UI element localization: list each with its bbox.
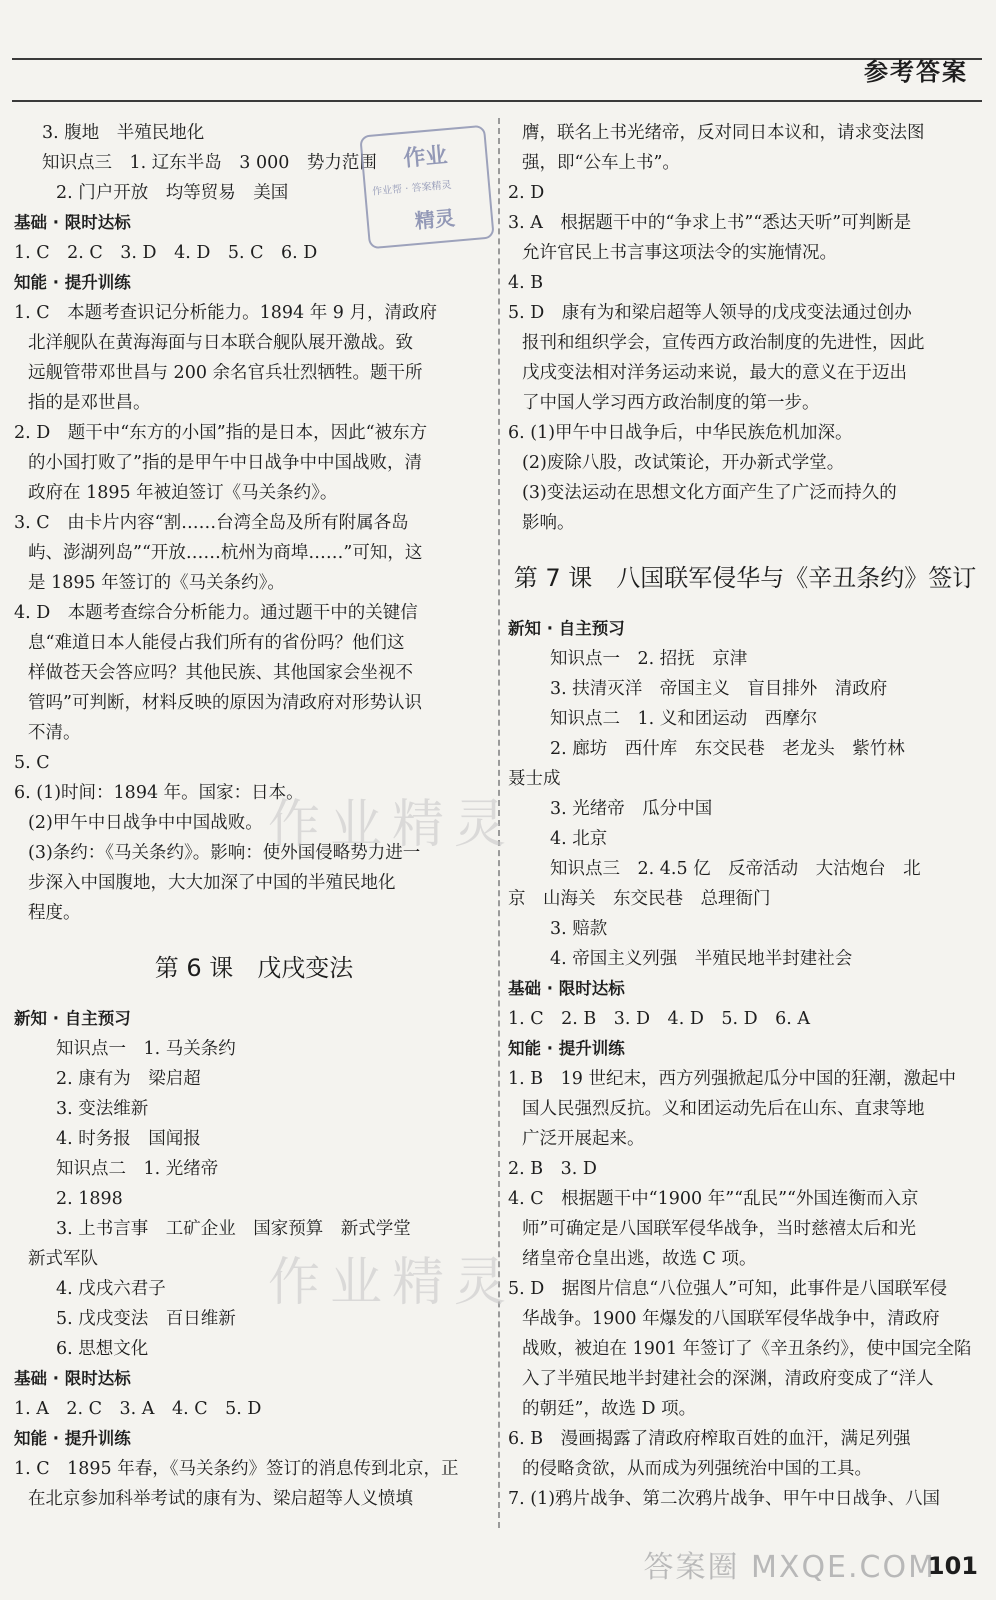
- answer-line: 京 山海关 东交民巷 总理衙门: [508, 889, 771, 909]
- answer-line: (2)甲午中日战争中中国战败。: [28, 813, 263, 833]
- section-heading: 知能 · 提升训练: [508, 1039, 625, 1058]
- answer-line: 戊戌变法相对洋务运动来说，最大的意义在于迈出: [522, 363, 907, 383]
- site-watermark: 答案圈 MXQE.COM: [643, 1550, 936, 1585]
- answer-line: 入了半殖民地半封建社会的深渊，清政府变成了“洋人: [522, 1369, 934, 1389]
- answer-line: 5. C: [14, 753, 50, 773]
- answer-line: 是 1895 年签订的《马关条约》。: [28, 573, 285, 593]
- stamp-line2: 作业帮 · 答案精灵: [371, 179, 452, 198]
- answer-line: 5. 戊戌变法 百日维新: [56, 1309, 236, 1329]
- answer-line: 北洋舰队在黄海海面与日本联合舰队展开激战。致: [28, 333, 413, 353]
- answer-line: 3. 腹地 半殖民地化: [42, 123, 205, 143]
- answer-line: 报刊和组织学会，宣传西方政治制度的先进性，因此: [522, 333, 925, 353]
- answer-line: 4. 北京: [550, 829, 608, 849]
- answer-line: 1. C 本题考查识记分析能力。1894 年 9 月，清政府: [14, 303, 438, 323]
- answer-line: 屿、澎湖列岛”“开放……杭州为商埠……”可知，这: [28, 543, 423, 563]
- answer-line: 国人民强烈反抗。义和团运动先后在山东、直隶等地: [522, 1099, 925, 1119]
- answer-line: 强，即“公车上书”。: [522, 153, 680, 173]
- answer-line: 膺，联名上书光绪帝，反对同日本议和，请求变法图: [522, 123, 925, 143]
- section-heading: 知能 · 提升训练: [14, 273, 131, 292]
- answer-line: 允许官民上书言事这项法令的实施情况。: [522, 243, 837, 263]
- answer-line: 广泛开展起来。: [522, 1129, 645, 1149]
- answer-line: 4. C 根据题干中“1900 年”“乱民”“外国连衡而入京: [508, 1189, 919, 1209]
- section-heading: 基础 · 限时达标: [14, 213, 131, 232]
- section-heading: 基础 · 限时达标: [508, 979, 625, 998]
- answer-line: 在北京参加科举考试的康有为、梁启超等人义愤填: [28, 1489, 413, 1509]
- answer-line: 息“难道日本人能侵占我们所有的省份吗？他们这: [28, 633, 405, 653]
- answer-line: 2. D: [508, 183, 545, 203]
- answer-line: 3. C 由卡片内容“割……台湾全岛及所有附属各岛: [14, 513, 409, 533]
- header-rule-top: [12, 58, 982, 60]
- answer-line: 1. C 2. C 3. D 4. D 5. C 6. D: [14, 243, 318, 263]
- answer-line: (2)废除八股，改试策论，开办新式学堂。: [522, 453, 845, 473]
- section-heading: 新知 · 自主预习: [14, 1009, 131, 1028]
- answer-line: 5. D 据图片信息“八位强人”可知，此事件是八国联军侵: [508, 1279, 948, 1299]
- answer-line: 远舰管带邓世昌与 200 余名官兵壮烈牺牲。题干所: [28, 363, 423, 383]
- answer-line: 3. 光绪帝 瓜分中国: [550, 799, 713, 819]
- answer-line: 2. 康有为 梁启超: [56, 1069, 201, 1089]
- answer-line: 7. (1)鸦片战争、第二次鸦片战争、甲午中日战争、八国: [508, 1489, 941, 1509]
- answer-line: 3. A 根据题干中的“争求上书”“悉达天听”可判断是: [508, 213, 912, 233]
- answer-line: 6. (1)时间：1894 年。国家：日本。: [14, 783, 304, 803]
- lesson-title: 第 7 课 八国联军侵华与《辛丑条约》签订: [513, 564, 977, 592]
- stamp-seal: [359, 125, 494, 250]
- answer-line: 影响。: [522, 513, 575, 533]
- answer-line: 3. 变法维新: [56, 1099, 149, 1119]
- answer-line: 3. 上书言事 工矿企业 国家预算 新式学堂: [56, 1219, 411, 1239]
- answer-line: 知识点二 1. 义和团运动 西摩尔: [550, 709, 818, 729]
- answer-line: 的朝廷”，故选 D 项。: [522, 1399, 697, 1419]
- section-heading: 基础 · 限时达标: [14, 1369, 131, 1388]
- answer-line: 管吗”可判断，材料反映的原因为清政府对形势认识: [28, 693, 422, 713]
- page-header: [0, 0, 996, 108]
- section-heading: 新知 · 自主预习: [508, 619, 625, 638]
- answer-line: 新式军队: [28, 1249, 98, 1269]
- answer-line: 战败，被迫在 1901 年签订了《辛丑条约》，使中国完全陷: [522, 1339, 972, 1359]
- header-rule-bottom: [12, 100, 982, 102]
- answer-line: 的小国打败了”指的是甲午中日战争中中国战败，清: [28, 453, 422, 473]
- answer-line: 华战争。1900 年爆发的八国联军侵华战争中，清政府: [522, 1309, 940, 1329]
- answer-line: 聂士成: [508, 769, 561, 789]
- answer-line: 6. B 漫画揭露了清政府榨取百姓的血汗，满足列强: [508, 1429, 911, 1449]
- answer-line: 6. (1)甲午中日战争后，中华民族危机加深。: [508, 423, 853, 443]
- answer-line: 知识点二 1. 光绪帝: [56, 1159, 219, 1179]
- answer-line: 2. B 3. D: [508, 1159, 597, 1179]
- answer-line: 程度。: [28, 903, 81, 923]
- answer-line: 3. 扶清灭洋 帝国主义 盲目排外 清政府: [550, 679, 888, 699]
- answer-line: 知识点三 2. 4.5 亿 反帝活动 大沽炮台 北: [550, 859, 921, 879]
- answer-line: 4. D 本题考查综合分析能力。通过题干中的关键信: [14, 603, 418, 623]
- answer-line: 知识点一 2. 招抚 京津: [550, 649, 748, 669]
- answer-line: 样做苍天会答应吗？其他民族、其他国家会坐视不: [28, 663, 413, 683]
- answer-line: 1. C 1895 年春，《马关条约》签订的消息传到北京，正: [14, 1459, 459, 1479]
- stamp-line3: 精灵: [413, 205, 456, 234]
- answer-line: 政府在 1895 年被迫签订《马关条约》。: [28, 483, 338, 503]
- answer-line: 6. 思想文化: [56, 1339, 149, 1359]
- answer-line: (3)变法运动在思想文化方面产生了广泛而持久的: [522, 483, 897, 503]
- answer-line: 1. B 19 世纪末，西方列强掀起瓜分中国的狂潮，激起中: [508, 1069, 956, 1089]
- answer-line: 4. 时务报 国闻报: [56, 1129, 201, 1149]
- answer-line: 4. 帝国主义列强 半殖民地半封建社会: [550, 949, 853, 969]
- answer-line: 2. 门户开放 均等贸易 美国: [56, 183, 289, 203]
- answer-line: 步深入中国腹地，大大加深了中国的半殖民地化: [28, 873, 396, 893]
- page-number: 101: [927, 1552, 978, 1580]
- section-heading: 知能 · 提升训练: [14, 1429, 131, 1448]
- header-title: 参考答案: [864, 58, 968, 86]
- answer-line: (3)条约：《马关条约》。影响：使外国侵略势力进一: [28, 843, 421, 863]
- answer-line: 不清。: [28, 723, 81, 743]
- answer-line: 4. B: [508, 273, 544, 293]
- answer-line: 4. 戊戌六君子: [56, 1279, 166, 1299]
- answer-line: 2. D 题干中“东方的小国”指的是日本，因此“被东方: [14, 423, 428, 443]
- answer-line: 指的是邓世昌。: [28, 393, 151, 413]
- answer-line: 绪皇帝仓皇出逃，故选 C 项。: [522, 1249, 757, 1269]
- answer-line: 5. D 康有为和梁启超等人领导的戊戌变法通过创办: [508, 303, 912, 323]
- lesson-title: 第 6 课 戊戌变法: [154, 954, 354, 982]
- answer-line: 1. C 2. B 3. D 4. D 5. D 6. A: [508, 1009, 811, 1029]
- right-column: [508, 118, 982, 1514]
- answer-line: 了中国人学习西方政治制度的第一步。: [522, 393, 820, 413]
- stamp-line1: 作业: [402, 143, 449, 172]
- answer-line: 师”可确定是八国联军侵华战争，当时慈禧太后和光: [522, 1219, 916, 1239]
- answer-line: 的侵略贪欲，从而成为列强统治中国的工具。: [522, 1459, 872, 1479]
- answer-line: 知识点三 1. 辽东半岛 3 000 势力范围: [42, 153, 377, 173]
- watermark: 作业精灵: [268, 795, 517, 855]
- answer-line: 3. 赔款: [550, 919, 608, 939]
- answer-line: 2. 廊坊 西什库 东交民巷 老龙头 紫竹林: [550, 739, 905, 759]
- answer-line: 1. A 2. C 3. A 4. C 5. D: [14, 1399, 262, 1419]
- answer-line: 知识点一 1. 马关条约: [56, 1039, 236, 1059]
- answer-line: 2. 1898: [56, 1189, 123, 1209]
- watermark: 作业精灵: [268, 1253, 517, 1313]
